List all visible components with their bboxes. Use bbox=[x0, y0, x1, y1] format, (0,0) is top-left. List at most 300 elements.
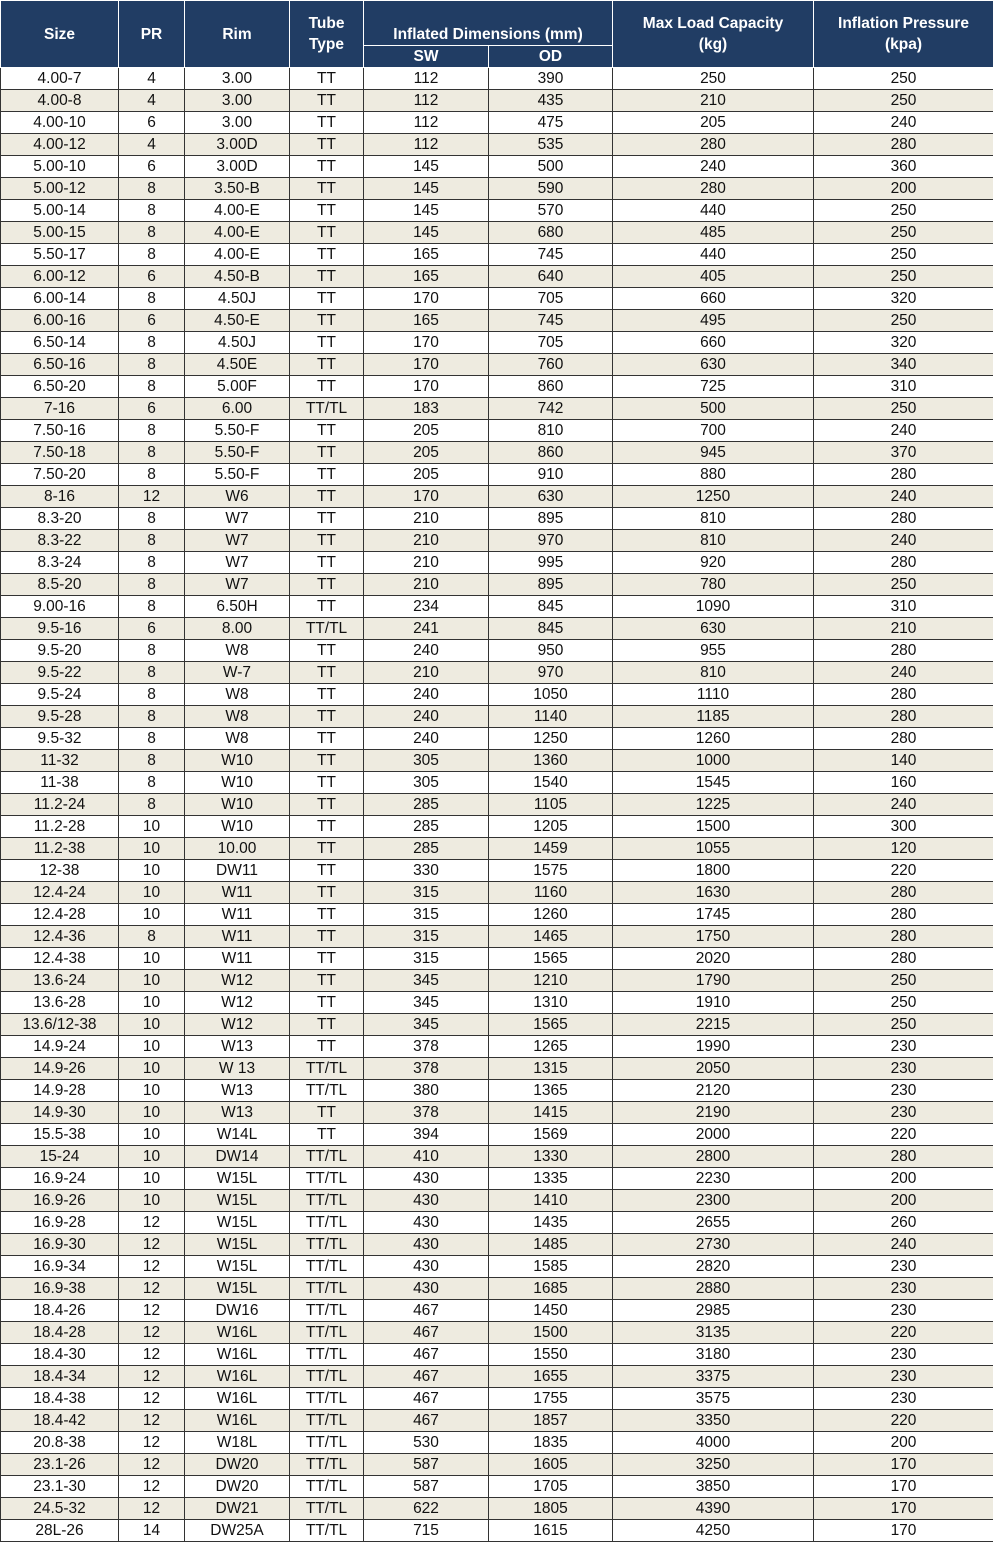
cell-rim: DW20 bbox=[185, 1454, 290, 1476]
cell-max-load: 1745 bbox=[613, 904, 814, 926]
cell-max-load: 1630 bbox=[613, 882, 814, 904]
cell-pr: 8 bbox=[119, 442, 185, 464]
cell-max-load: 3575 bbox=[613, 1388, 814, 1410]
table-row bbox=[1, 860, 993, 882]
cell-od: 1550 bbox=[489, 1344, 613, 1366]
cell-rim: W12 bbox=[185, 970, 290, 992]
cell-size: 12-38 bbox=[1, 860, 119, 882]
cell-pr: 8 bbox=[119, 706, 185, 728]
cell-max-load: 630 bbox=[613, 618, 814, 640]
cell-sw: 112 bbox=[364, 68, 489, 90]
table-row bbox=[1, 1014, 993, 1036]
cell-inflation-pressure: 240 bbox=[814, 1234, 993, 1256]
cell-od: 1105 bbox=[489, 794, 613, 816]
cell-pr: 12 bbox=[119, 1344, 185, 1366]
cell-rim: 8.00 bbox=[185, 618, 290, 640]
cell-od: 910 bbox=[489, 464, 613, 486]
cell-inflation-pressure: 240 bbox=[814, 486, 993, 508]
header-inflated-dimensions: Inflated Dimensions (mm) bbox=[364, 1, 613, 46]
cell-pr: 8 bbox=[119, 794, 185, 816]
cell-inflation-pressure: 230 bbox=[814, 1256, 993, 1278]
table-row bbox=[1, 772, 993, 794]
cell-size: 12.4-36 bbox=[1, 926, 119, 948]
table-row bbox=[1, 1432, 993, 1454]
cell-sw: 430 bbox=[364, 1256, 489, 1278]
cell-rim: W8 bbox=[185, 706, 290, 728]
cell-tube-type: TT/TL bbox=[290, 1476, 364, 1498]
cell-inflation-pressure: 220 bbox=[814, 1322, 993, 1344]
cell-rim: W7 bbox=[185, 508, 290, 530]
cell-inflation-pressure: 250 bbox=[814, 244, 993, 266]
cell-tube-type: TT bbox=[290, 530, 364, 552]
cell-size: 11.2-38 bbox=[1, 838, 119, 860]
cell-tube-type: TT/TL bbox=[290, 1300, 364, 1322]
cell-pr: 10 bbox=[119, 992, 185, 1014]
cell-tube-type: TT bbox=[290, 1014, 364, 1036]
cell-sw: 145 bbox=[364, 222, 489, 244]
cell-rim: W13 bbox=[185, 1036, 290, 1058]
table-row bbox=[1, 508, 993, 530]
cell-rim: W10 bbox=[185, 816, 290, 838]
cell-sw: 430 bbox=[364, 1168, 489, 1190]
cell-max-load: 3375 bbox=[613, 1366, 814, 1388]
cell-rim: 3.00D bbox=[185, 134, 290, 156]
cell-rim: W15L bbox=[185, 1234, 290, 1256]
table-row bbox=[1, 1366, 993, 1388]
cell-max-load: 210 bbox=[613, 90, 814, 112]
cell-sw: 205 bbox=[364, 464, 489, 486]
cell-tube-type: TT bbox=[290, 904, 364, 926]
cell-pr: 8 bbox=[119, 222, 185, 244]
cell-rim: 5.50-F bbox=[185, 420, 290, 442]
cell-rim: W13 bbox=[185, 1102, 290, 1124]
cell-rim: W10 bbox=[185, 794, 290, 816]
cell-od: 995 bbox=[489, 552, 613, 574]
cell-tube-type: TT bbox=[290, 882, 364, 904]
cell-size: 11-32 bbox=[1, 750, 119, 772]
cell-size: 5.50-17 bbox=[1, 244, 119, 266]
cell-sw: 380 bbox=[364, 1080, 489, 1102]
cell-max-load: 660 bbox=[613, 288, 814, 310]
cell-max-load: 780 bbox=[613, 574, 814, 596]
cell-od: 1805 bbox=[489, 1498, 613, 1520]
cell-max-load: 4250 bbox=[613, 1520, 814, 1542]
cell-size: 28L-26 bbox=[1, 1520, 119, 1542]
cell-size: 6.00-16 bbox=[1, 310, 119, 332]
cell-inflation-pressure: 200 bbox=[814, 1190, 993, 1212]
cell-max-load: 280 bbox=[613, 134, 814, 156]
cell-od: 1857 bbox=[489, 1410, 613, 1432]
header-max-load: Max Load Capacity (kg) bbox=[613, 1, 814, 68]
cell-max-load: 2880 bbox=[613, 1278, 814, 1300]
cell-size: 15.5-38 bbox=[1, 1124, 119, 1146]
cell-rim: 3.00 bbox=[185, 90, 290, 112]
cell-max-load: 1545 bbox=[613, 772, 814, 794]
table-row bbox=[1, 618, 993, 640]
cell-rim: W11 bbox=[185, 904, 290, 926]
cell-rim: W 13 bbox=[185, 1058, 290, 1080]
cell-size: 24.5-32 bbox=[1, 1498, 119, 1520]
cell-tube-type: TT/TL bbox=[290, 1080, 364, 1102]
cell-sw: 240 bbox=[364, 728, 489, 750]
cell-sw: 305 bbox=[364, 750, 489, 772]
cell-size: 4.00-10 bbox=[1, 112, 119, 134]
cell-inflation-pressure: 200 bbox=[814, 1168, 993, 1190]
cell-rim: W8 bbox=[185, 728, 290, 750]
table-row bbox=[1, 1388, 993, 1410]
cell-pr: 4 bbox=[119, 90, 185, 112]
cell-tube-type: TT/TL bbox=[290, 1168, 364, 1190]
cell-inflation-pressure: 200 bbox=[814, 1432, 993, 1454]
cell-size: 14.9-30 bbox=[1, 1102, 119, 1124]
cell-inflation-pressure: 280 bbox=[814, 882, 993, 904]
cell-pr: 8 bbox=[119, 332, 185, 354]
cell-size: 20.8-38 bbox=[1, 1432, 119, 1454]
cell-od: 1500 bbox=[489, 1322, 613, 1344]
cell-rim: DW11 bbox=[185, 860, 290, 882]
cell-pr: 8 bbox=[119, 464, 185, 486]
cell-max-load: 3250 bbox=[613, 1454, 814, 1476]
cell-pr: 10 bbox=[119, 860, 185, 882]
cell-od: 860 bbox=[489, 442, 613, 464]
header-od: OD bbox=[489, 46, 613, 68]
cell-sw: 210 bbox=[364, 574, 489, 596]
cell-size: 9.00-16 bbox=[1, 596, 119, 618]
cell-rim: W16L bbox=[185, 1344, 290, 1366]
cell-sw: 622 bbox=[364, 1498, 489, 1520]
cell-size: 5.00-15 bbox=[1, 222, 119, 244]
cell-sw: 285 bbox=[364, 838, 489, 860]
cell-tube-type: TT bbox=[290, 486, 364, 508]
cell-pr: 8 bbox=[119, 508, 185, 530]
table-row bbox=[1, 464, 993, 486]
cell-size: 9.5-16 bbox=[1, 618, 119, 640]
cell-max-load: 810 bbox=[613, 662, 814, 684]
cell-size: 12.4-24 bbox=[1, 882, 119, 904]
header-pr: PR bbox=[119, 1, 185, 68]
cell-pr: 12 bbox=[119, 1432, 185, 1454]
cell-max-load: 1250 bbox=[613, 486, 814, 508]
cell-max-load: 2000 bbox=[613, 1124, 814, 1146]
cell-inflation-pressure: 240 bbox=[814, 794, 993, 816]
cell-od: 1365 bbox=[489, 1080, 613, 1102]
cell-tube-type: TT bbox=[290, 728, 364, 750]
cell-inflation-pressure: 250 bbox=[814, 970, 993, 992]
cell-inflation-pressure: 230 bbox=[814, 1080, 993, 1102]
cell-pr: 6 bbox=[119, 310, 185, 332]
cell-inflation-pressure: 280 bbox=[814, 552, 993, 574]
table-row bbox=[1, 1344, 993, 1366]
cell-pr: 8 bbox=[119, 574, 185, 596]
cell-pr: 8 bbox=[119, 750, 185, 772]
cell-pr: 10 bbox=[119, 1036, 185, 1058]
cell-od: 705 bbox=[489, 332, 613, 354]
cell-od: 640 bbox=[489, 266, 613, 288]
cell-pr: 10 bbox=[119, 970, 185, 992]
cell-size: 13.6-24 bbox=[1, 970, 119, 992]
cell-rim: 6.00 bbox=[185, 398, 290, 420]
cell-inflation-pressure: 140 bbox=[814, 750, 993, 772]
cell-size: 5.00-10 bbox=[1, 156, 119, 178]
cell-pr: 6 bbox=[119, 398, 185, 420]
cell-size: 6.50-16 bbox=[1, 354, 119, 376]
cell-rim: W8 bbox=[185, 684, 290, 706]
cell-tube-type: TT bbox=[290, 90, 364, 112]
cell-tube-type: TT/TL bbox=[290, 1322, 364, 1344]
cell-tube-type: TT bbox=[290, 750, 364, 772]
table-row bbox=[1, 1278, 993, 1300]
cell-pr: 8 bbox=[119, 244, 185, 266]
cell-size: 23.1-26 bbox=[1, 1454, 119, 1476]
cell-tube-type: TT bbox=[290, 860, 364, 882]
cell-tube-type: TT/TL bbox=[290, 1234, 364, 1256]
cell-rim: 4.00-E bbox=[185, 200, 290, 222]
cell-size: 9.5-28 bbox=[1, 706, 119, 728]
cell-size: 11-38 bbox=[1, 772, 119, 794]
cell-rim: 4.00-E bbox=[185, 244, 290, 266]
cell-sw: 112 bbox=[364, 112, 489, 134]
cell-od: 1330 bbox=[489, 1146, 613, 1168]
table-row bbox=[1, 684, 993, 706]
cell-pr: 10 bbox=[119, 1080, 185, 1102]
cell-pr: 12 bbox=[119, 1388, 185, 1410]
cell-pr: 10 bbox=[119, 838, 185, 860]
cell-sw: 587 bbox=[364, 1454, 489, 1476]
cell-size: 6.00-14 bbox=[1, 288, 119, 310]
cell-inflation-pressure: 250 bbox=[814, 398, 993, 420]
cell-rim: W6 bbox=[185, 486, 290, 508]
cell-tube-type: TT bbox=[290, 178, 364, 200]
cell-rim: 4.50J bbox=[185, 332, 290, 354]
cell-size: 9.5-22 bbox=[1, 662, 119, 684]
cell-size: 6.00-12 bbox=[1, 266, 119, 288]
cell-inflation-pressure: 230 bbox=[814, 1278, 993, 1300]
cell-pr: 12 bbox=[119, 1498, 185, 1520]
cell-size: 13.6/12-38 bbox=[1, 1014, 119, 1036]
cell-tube-type: TT bbox=[290, 596, 364, 618]
cell-tube-type: TT bbox=[290, 420, 364, 442]
table-row bbox=[1, 1410, 993, 1432]
cell-sw: 285 bbox=[364, 816, 489, 838]
cell-inflation-pressure: 280 bbox=[814, 926, 993, 948]
cell-rim: W15L bbox=[185, 1212, 290, 1234]
cell-pr: 8 bbox=[119, 772, 185, 794]
cell-max-load: 4390 bbox=[613, 1498, 814, 1520]
cell-od: 1459 bbox=[489, 838, 613, 860]
cell-sw: 315 bbox=[364, 926, 489, 948]
cell-rim: W10 bbox=[185, 772, 290, 794]
cell-rim: W11 bbox=[185, 926, 290, 948]
cell-pr: 12 bbox=[119, 1476, 185, 1498]
cell-sw: 394 bbox=[364, 1124, 489, 1146]
cell-pr: 10 bbox=[119, 882, 185, 904]
cell-od: 475 bbox=[489, 112, 613, 134]
cell-sw: 467 bbox=[364, 1388, 489, 1410]
table-row bbox=[1, 1190, 993, 1212]
cell-pr: 8 bbox=[119, 926, 185, 948]
cell-od: 390 bbox=[489, 68, 613, 90]
cell-tube-type: TT bbox=[290, 332, 364, 354]
table-row bbox=[1, 178, 993, 200]
cell-rim: DW16 bbox=[185, 1300, 290, 1322]
cell-size: 8-16 bbox=[1, 486, 119, 508]
table-row bbox=[1, 530, 993, 552]
cell-pr: 8 bbox=[119, 728, 185, 750]
cell-inflation-pressure: 260 bbox=[814, 1212, 993, 1234]
cell-size: 16.9-38 bbox=[1, 1278, 119, 1300]
cell-od: 1485 bbox=[489, 1234, 613, 1256]
cell-od: 1360 bbox=[489, 750, 613, 772]
cell-od: 1335 bbox=[489, 1168, 613, 1190]
cell-tube-type: TT bbox=[290, 156, 364, 178]
cell-od: 745 bbox=[489, 244, 613, 266]
cell-size: 12.4-38 bbox=[1, 948, 119, 970]
cell-od: 745 bbox=[489, 310, 613, 332]
cell-inflation-pressure: 170 bbox=[814, 1476, 993, 1498]
cell-max-load: 250 bbox=[613, 68, 814, 90]
cell-size: 14.9-24 bbox=[1, 1036, 119, 1058]
cell-rim: DW25A bbox=[185, 1520, 290, 1542]
table-row bbox=[1, 1058, 993, 1080]
table-row bbox=[1, 1454, 993, 1476]
cell-size: 7-16 bbox=[1, 398, 119, 420]
cell-sw: 112 bbox=[364, 134, 489, 156]
cell-rim: 3.00 bbox=[185, 68, 290, 90]
cell-od: 435 bbox=[489, 90, 613, 112]
cell-pr: 4 bbox=[119, 134, 185, 156]
cell-pr: 8 bbox=[119, 596, 185, 618]
cell-sw: 430 bbox=[364, 1190, 489, 1212]
cell-size: 18.4-38 bbox=[1, 1388, 119, 1410]
cell-inflation-pressure: 250 bbox=[814, 200, 993, 222]
cell-inflation-pressure: 220 bbox=[814, 860, 993, 882]
cell-tube-type: TT/TL bbox=[290, 1146, 364, 1168]
cell-inflation-pressure: 170 bbox=[814, 1520, 993, 1542]
cell-rim: W15L bbox=[185, 1278, 290, 1300]
cell-inflation-pressure: 210 bbox=[814, 618, 993, 640]
table-row bbox=[1, 970, 993, 992]
cell-max-load: 725 bbox=[613, 376, 814, 398]
cell-tube-type: TT/TL bbox=[290, 1344, 364, 1366]
cell-rim: W14L bbox=[185, 1124, 290, 1146]
cell-rim: W7 bbox=[185, 530, 290, 552]
table-row bbox=[1, 750, 993, 772]
cell-sw: 210 bbox=[364, 552, 489, 574]
cell-pr: 8 bbox=[119, 178, 185, 200]
cell-inflation-pressure: 370 bbox=[814, 442, 993, 464]
cell-max-load: 1990 bbox=[613, 1036, 814, 1058]
cell-inflation-pressure: 240 bbox=[814, 530, 993, 552]
cell-inflation-pressure: 230 bbox=[814, 1388, 993, 1410]
cell-rim: W12 bbox=[185, 1014, 290, 1036]
cell-rim: W8 bbox=[185, 640, 290, 662]
cell-sw: 430 bbox=[364, 1234, 489, 1256]
cell-sw: 285 bbox=[364, 794, 489, 816]
cell-max-load: 1000 bbox=[613, 750, 814, 772]
cell-tube-type: TT/TL bbox=[290, 1256, 364, 1278]
table-row bbox=[1, 640, 993, 662]
table-row bbox=[1, 1124, 993, 1146]
cell-inflation-pressure: 250 bbox=[814, 992, 993, 1014]
cell-size: 13.6-28 bbox=[1, 992, 119, 1014]
cell-max-load: 1500 bbox=[613, 816, 814, 838]
cell-inflation-pressure: 280 bbox=[814, 728, 993, 750]
cell-sw: 467 bbox=[364, 1366, 489, 1388]
cell-inflation-pressure: 230 bbox=[814, 1058, 993, 1080]
cell-sw: 330 bbox=[364, 860, 489, 882]
table-row bbox=[1, 926, 993, 948]
cell-tube-type: TT bbox=[290, 112, 364, 134]
table-row bbox=[1, 398, 993, 420]
cell-tube-type: TT/TL bbox=[290, 398, 364, 420]
cell-max-load: 2820 bbox=[613, 1256, 814, 1278]
cell-sw: 210 bbox=[364, 508, 489, 530]
cell-inflation-pressure: 250 bbox=[814, 222, 993, 244]
cell-max-load: 2300 bbox=[613, 1190, 814, 1212]
cell-sw: 170 bbox=[364, 332, 489, 354]
cell-max-load: 810 bbox=[613, 508, 814, 530]
cell-tube-type: TT/TL bbox=[290, 1058, 364, 1080]
cell-size: 16.9-28 bbox=[1, 1212, 119, 1234]
cell-pr: 10 bbox=[119, 904, 185, 926]
cell-size: 16.9-26 bbox=[1, 1190, 119, 1212]
cell-tube-type: TT bbox=[290, 970, 364, 992]
cell-inflation-pressure: 170 bbox=[814, 1454, 993, 1476]
table-row bbox=[1, 1256, 993, 1278]
cell-max-load: 2730 bbox=[613, 1234, 814, 1256]
table-row bbox=[1, 1234, 993, 1256]
cell-pr: 10 bbox=[119, 1190, 185, 1212]
cell-pr: 12 bbox=[119, 1234, 185, 1256]
cell-inflation-pressure: 340 bbox=[814, 354, 993, 376]
cell-od: 845 bbox=[489, 618, 613, 640]
cell-tube-type: TT bbox=[290, 948, 364, 970]
cell-rim: 5.50-F bbox=[185, 464, 290, 486]
cell-od: 860 bbox=[489, 376, 613, 398]
cell-tube-type: TT/TL bbox=[290, 1410, 364, 1432]
header-sw: SW bbox=[364, 46, 489, 68]
cell-pr: 8 bbox=[119, 662, 185, 684]
cell-inflation-pressure: 310 bbox=[814, 376, 993, 398]
cell-od: 1540 bbox=[489, 772, 613, 794]
cell-sw: 112 bbox=[364, 90, 489, 112]
cell-size: 14.9-28 bbox=[1, 1080, 119, 1102]
table-row bbox=[1, 1036, 993, 1058]
cell-tube-type: TT bbox=[290, 992, 364, 1014]
cell-sw: 305 bbox=[364, 772, 489, 794]
cell-pr: 10 bbox=[119, 1146, 185, 1168]
cell-max-load: 630 bbox=[613, 354, 814, 376]
cell-size: 18.4-26 bbox=[1, 1300, 119, 1322]
cell-rim: 5.50-F bbox=[185, 442, 290, 464]
cell-pr: 10 bbox=[119, 1124, 185, 1146]
cell-sw: 467 bbox=[364, 1322, 489, 1344]
cell-max-load: 880 bbox=[613, 464, 814, 486]
cell-size: 18.4-34 bbox=[1, 1366, 119, 1388]
cell-rim: 4.50-E bbox=[185, 310, 290, 332]
cell-sw: 240 bbox=[364, 640, 489, 662]
table-row bbox=[1, 486, 993, 508]
cell-od: 1160 bbox=[489, 882, 613, 904]
cell-tube-type: TT bbox=[290, 574, 364, 596]
cell-max-load: 3850 bbox=[613, 1476, 814, 1498]
cell-max-load: 1185 bbox=[613, 706, 814, 728]
cell-inflation-pressure: 160 bbox=[814, 772, 993, 794]
cell-rim: 4.50-B bbox=[185, 266, 290, 288]
cell-size: 6.50-14 bbox=[1, 332, 119, 354]
cell-tube-type: TT/TL bbox=[290, 1212, 364, 1234]
cell-max-load: 2020 bbox=[613, 948, 814, 970]
